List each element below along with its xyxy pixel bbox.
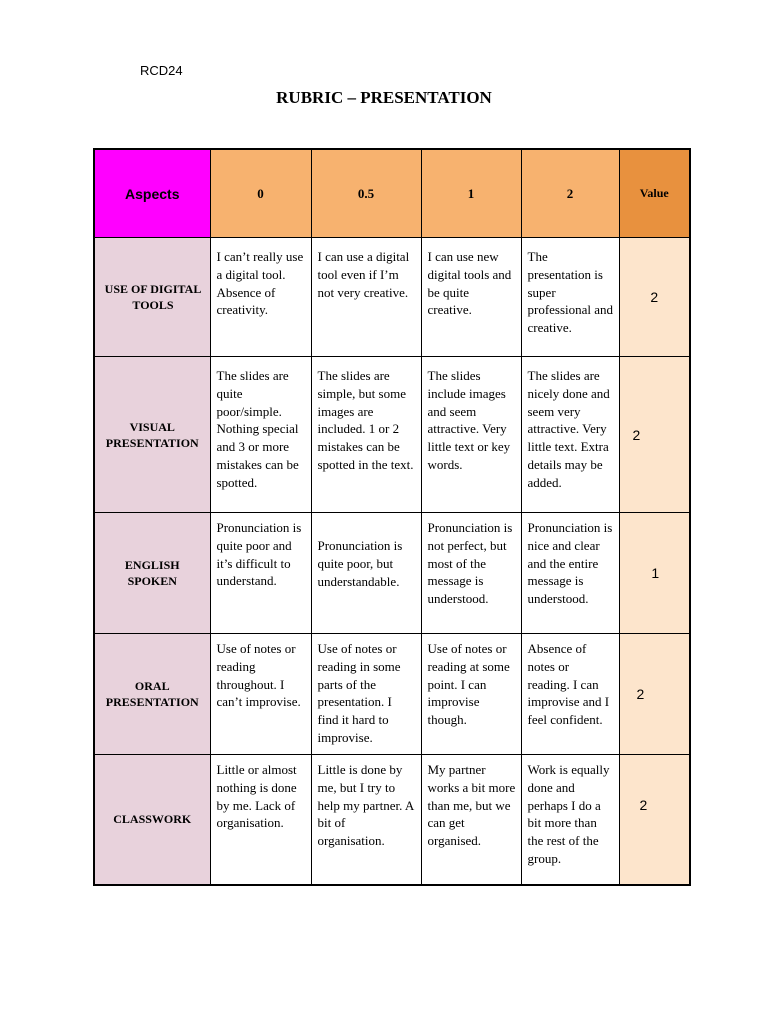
value-text: 2 [650, 289, 659, 305]
score-0-cell: The slides are quite poor/simple. Nothing special and 3 or more mistakes can be spotted. [210, 357, 311, 513]
table-row [94, 238, 690, 357]
header-score-2: 2 [521, 149, 619, 238]
aspect-cell [94, 238, 210, 357]
score-2-cell: The slides are nicely done and seem very attractive. Very little text. Extra details may be added. [521, 357, 619, 513]
aspect-cell [94, 634, 210, 755]
header-value: Value [619, 149, 690, 238]
value-text: 2 [636, 686, 645, 702]
document-code: RCD24 [140, 63, 183, 78]
table-row [94, 513, 690, 634]
score-0-5-cell: I can use a digital tool even if I’m not very creative. [311, 238, 421, 357]
score-1-cell: I can use new digital tools and be quite creative. [421, 238, 521, 357]
score-0-cell: Pronunciation is quite poor and it’s difficult to understand. [210, 513, 311, 634]
score-0-5-cell: Use of notes or reading in some parts of the presentation. I find it hard to improvise. [311, 634, 421, 755]
score-1-cell: The slides include images and seem attractive. Very little text or key words. [421, 357, 521, 513]
table-row [94, 634, 690, 755]
value-text: 2 [639, 797, 648, 813]
score-0-5-cell: Pronunciation is quite poor, but understandable. [311, 513, 421, 634]
score-0-cell: I can’t really use a digital tool. Absence of creativity. [210, 238, 311, 357]
aspect-label: USE OF DIGITAL TOOLS [104, 282, 202, 312]
score-1-cell: My partner works a bit more than me, but we can get organised. [421, 755, 521, 885]
table-row [94, 357, 690, 513]
table-row [94, 755, 690, 885]
value-text: 2 [632, 426, 641, 443]
value-cell [619, 634, 690, 755]
value-cell [619, 238, 690, 357]
header-aspects: Aspects [94, 149, 210, 238]
aspect-label: ENGLISH SPOKEN [124, 558, 180, 588]
aspect-cell [94, 513, 210, 634]
header-score-1: 1 [421, 149, 521, 238]
score-0-cell: Use of notes or reading throughout. I can’t improvise. [210, 634, 311, 755]
value-cell [619, 357, 690, 513]
score-2-cell: The presentation is super professional and creative. [521, 238, 619, 357]
aspect-label: ORAL PRESENTATION [105, 679, 199, 709]
value-cell [619, 513, 690, 634]
value-cell [619, 755, 690, 885]
aspect-label: CLASSWORK [113, 812, 192, 827]
score-1-cell: Pronunciation is not perfect, but most of the message is understood. [421, 513, 521, 634]
value-text: 1 [651, 565, 660, 581]
header-row [94, 149, 690, 238]
score-0-cell: Little or almost nothing is done by me. Lack of organisation. [210, 755, 311, 885]
aspect-cell [94, 755, 210, 885]
aspect-cell [94, 357, 210, 513]
score-0-5-cell: Little is done by me, but I try to help my partner. A bit of organisation. [311, 755, 421, 885]
rubric-table [93, 148, 691, 886]
header-score-0: 0 [210, 149, 311, 238]
score-1-cell: Use of notes or reading at some point. I can improvise though. [421, 634, 521, 755]
score-2-cell: Absence of notes or reading. I can improvise and I feel confident. [521, 634, 619, 755]
document-title: RUBRIC – PRESENTATION [276, 88, 492, 107]
score-0-5-cell: The slides are simple, but some images are included. 1 or 2 mistakes can be spotted in the text. [311, 357, 421, 513]
score-2-cell: Pronunciation is nice and clear and the entire message is understood. [521, 513, 619, 634]
aspect-label: VISUAL PRESENTATION [105, 419, 199, 450]
score-2-cell: Work is equally done and perhaps I do a bit more than the rest of the group. [521, 755, 619, 885]
header-score-0-5: 0.5 [311, 149, 421, 238]
